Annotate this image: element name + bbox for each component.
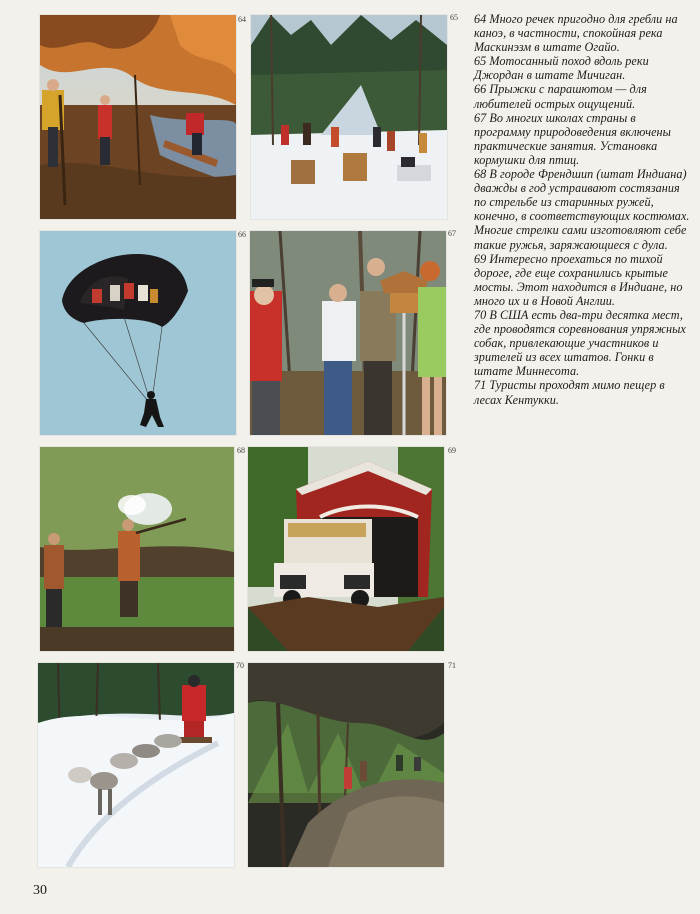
photo-number-64: 64 [238,15,246,24]
caption-64: 64 Много речек пригодно для гребли на каноэ, в частности, спокойная река Маскинэзм в штате Огайо. [474,12,678,55]
photo-musket-shooting [40,447,234,651]
photo-canoe-river [40,15,236,219]
photo-cave-hikers [248,663,444,867]
photo-number-68: 68 [237,446,245,455]
caption-66: 66 Прыжки с парашютом — для любителей острых ощущений. [474,82,647,111]
page-number: 30 [33,883,47,898]
caption-69: 69 Интересно проехаться по тихой дороге, где еще сохранились крытые мосты. Этот находится в Индиане, но много их и в Новой Англии. [474,251,683,308]
photo-number-71: 71 [448,661,456,670]
photo-number-70: 70 [236,661,244,670]
caption-68: 68 В городе Френдшип (штат Индиана) дважды в год устраивают состязания по стрельбе из старинных ружей, конечно, в соответствующих костюмах. Многие стрелки сами изготовляют себе такие ружья, заряжающиеся с дула. [474,167,690,252]
photo-covered-bridge [248,447,444,651]
caption-67: 67 Во многих школах страны в программу природоведения включены практические занятия. Установка кормушки для птиц. [474,110,671,167]
photo-number-69: 69 [448,446,456,455]
photo-number-67: 67 [448,229,456,238]
captions-column [474,12,694,407]
photo-bird-feeder [250,231,446,435]
photo-number-66: 66 [238,230,246,239]
photo-parachute [40,231,236,435]
caption-65: 65 Мотосанный поход вдоль реки Джордан в штате Мичиган. [474,54,649,83]
photo-snowmobile [251,15,447,219]
caption-71: 71 Туристы проходят мимо пещер в лесах Кентукки. [474,378,665,407]
photo-number-65: 65 [450,13,458,22]
photo-sled-dogs [38,663,234,867]
caption-70: 70 В США есть два-три десятка мест, где проводятся соревнования упряжных собак, привлекающие участников и зрителей из всех штатов. Гонки в штате Миннесота. [474,307,686,379]
